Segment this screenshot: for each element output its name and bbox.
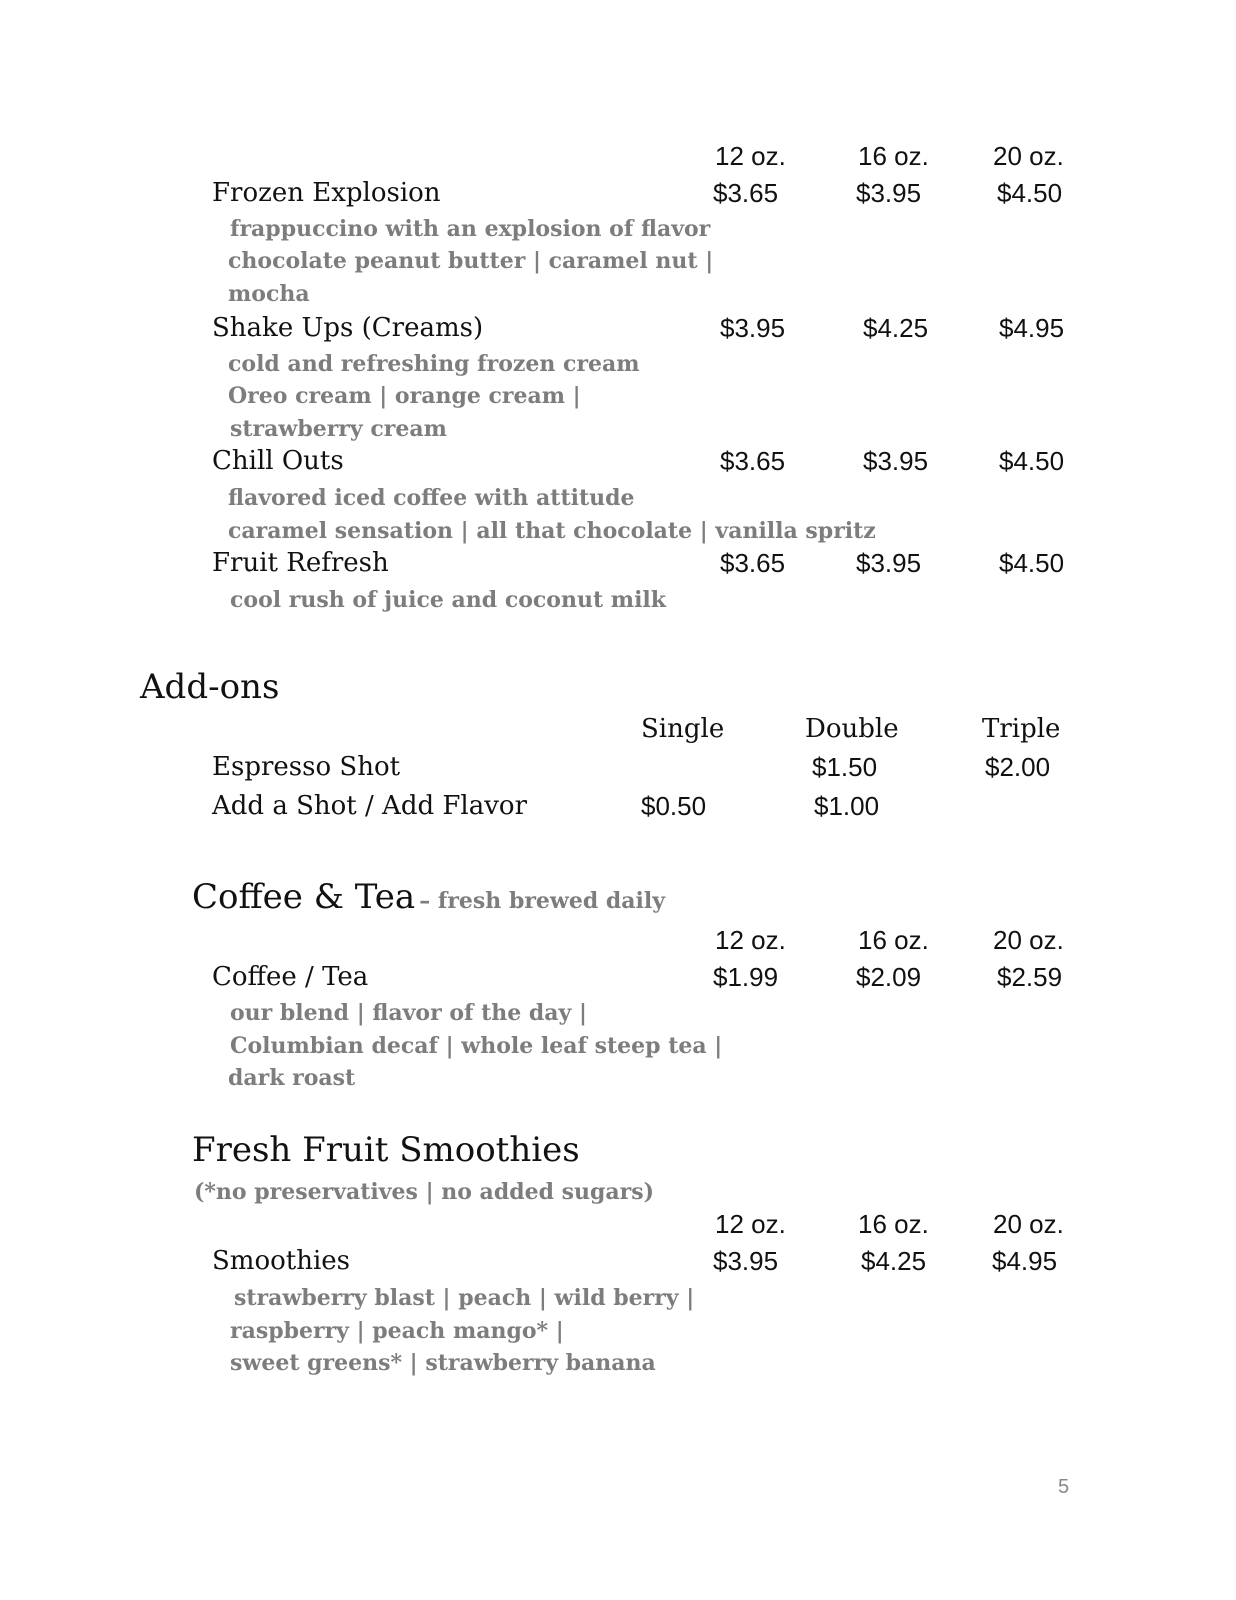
item-flavors: strawberry blast | peach | wild berry | <box>234 1285 695 1311</box>
price-double: $1.00 <box>814 791 880 821</box>
section-title-add-ons: Add-ons <box>140 667 280 707</box>
item-flavors: sweet greens* | strawberry banana <box>230 1350 656 1376</box>
item-description: frappuccino with an explosion of flavor <box>230 216 711 242</box>
price-triple: $2.00 <box>985 752 1051 782</box>
price-double: $1.50 <box>812 752 878 782</box>
item-flavors: dark roast <box>228 1065 356 1091</box>
price-12oz: $1.99 <box>713 962 779 992</box>
item-flavors: mocha <box>228 281 310 307</box>
item-flavors: our blend | flavor of the day | <box>230 1000 588 1026</box>
size-header-20oz: 20 oz. <box>993 1209 1064 1239</box>
section-heading-coffee-tea <box>192 877 666 917</box>
price-16oz: $3.95 <box>856 548 922 578</box>
size-header-20oz: 20 oz. <box>993 141 1064 171</box>
size-header-16oz: 16 oz. <box>858 141 929 171</box>
price-12oz: $3.65 <box>713 178 779 208</box>
section-subtitle: – fresh brewed daily <box>419 888 666 914</box>
size-header-16oz: 16 oz. <box>858 1209 929 1239</box>
item-flavors: chocolate peanut butter | caramel nut | <box>228 248 714 274</box>
price-16oz: $4.25 <box>861 1246 927 1276</box>
price-20oz: $4.50 <box>999 446 1065 476</box>
item-description: flavored iced coffee with attitude <box>228 485 635 511</box>
price-12oz: $3.95 <box>713 1246 779 1276</box>
item-flavors: Columbian decaf | whole leaf steep tea | <box>230 1033 723 1059</box>
price-16oz: $4.25 <box>863 313 929 343</box>
item-flavors: caramel sensation | all that chocolate | vanilla spritz <box>228 518 876 544</box>
item-description: cold and refreshing frozen cream <box>228 351 640 377</box>
item-flavors: Oreo cream | orange cream | <box>228 383 581 409</box>
price-16oz: $2.09 <box>856 962 922 992</box>
section-title-coffee-tea: Coffee & Tea <box>192 877 416 917</box>
price-20oz: $4.50 <box>999 548 1065 578</box>
price-single: $0.50 <box>641 791 707 821</box>
price-12oz: $3.95 <box>720 313 786 343</box>
item-name-add-shot-flavor: Add a Shot / Add Flavor <box>212 791 527 821</box>
price-16oz: $3.95 <box>856 178 922 208</box>
item-description: cool rush of juice and coconut milk <box>230 587 667 613</box>
price-20oz: $4.50 <box>997 178 1063 208</box>
item-name-fruit-refresh: Fruit Refresh <box>212 548 389 578</box>
item-name-shake-ups: Shake Ups (Creams) <box>212 313 484 343</box>
col-header-triple: Triple <box>982 714 1061 744</box>
price-12oz: $3.65 <box>720 446 786 476</box>
price-20oz: $4.95 <box>992 1246 1058 1276</box>
section-note: (*no preservatives | no added sugars) <box>194 1179 655 1205</box>
price-20oz: $2.59 <box>997 962 1063 992</box>
item-name-chill-outs: Chill Outs <box>212 446 344 476</box>
page-number: 5 <box>1058 1476 1070 1498</box>
col-header-double: Double <box>805 714 899 744</box>
size-header-20oz: 20 oz. <box>993 925 1064 955</box>
price-20oz: $4.95 <box>999 313 1065 343</box>
item-name-coffee-tea: Coffee / Tea <box>212 962 369 992</box>
size-header-12oz: 12 oz. <box>715 925 786 955</box>
item-name-smoothies: Smoothies <box>212 1246 351 1276</box>
size-header-12oz: 12 oz. <box>715 141 786 171</box>
price-16oz: $3.95 <box>863 446 929 476</box>
item-name-espresso-shot: Espresso Shot <box>212 752 401 782</box>
section-title-smoothies: Fresh Fruit Smoothies <box>192 1130 580 1170</box>
item-flavors: strawberry cream <box>230 416 447 442</box>
price-12oz: $3.65 <box>720 548 786 578</box>
item-name-frozen-explosion: Frozen Explosion <box>212 178 441 208</box>
col-header-single: Single <box>641 714 725 744</box>
size-header-12oz: 12 oz. <box>715 1209 786 1239</box>
item-flavors: raspberry | peach mango* | <box>230 1318 564 1344</box>
size-header-16oz: 16 oz. <box>858 925 929 955</box>
